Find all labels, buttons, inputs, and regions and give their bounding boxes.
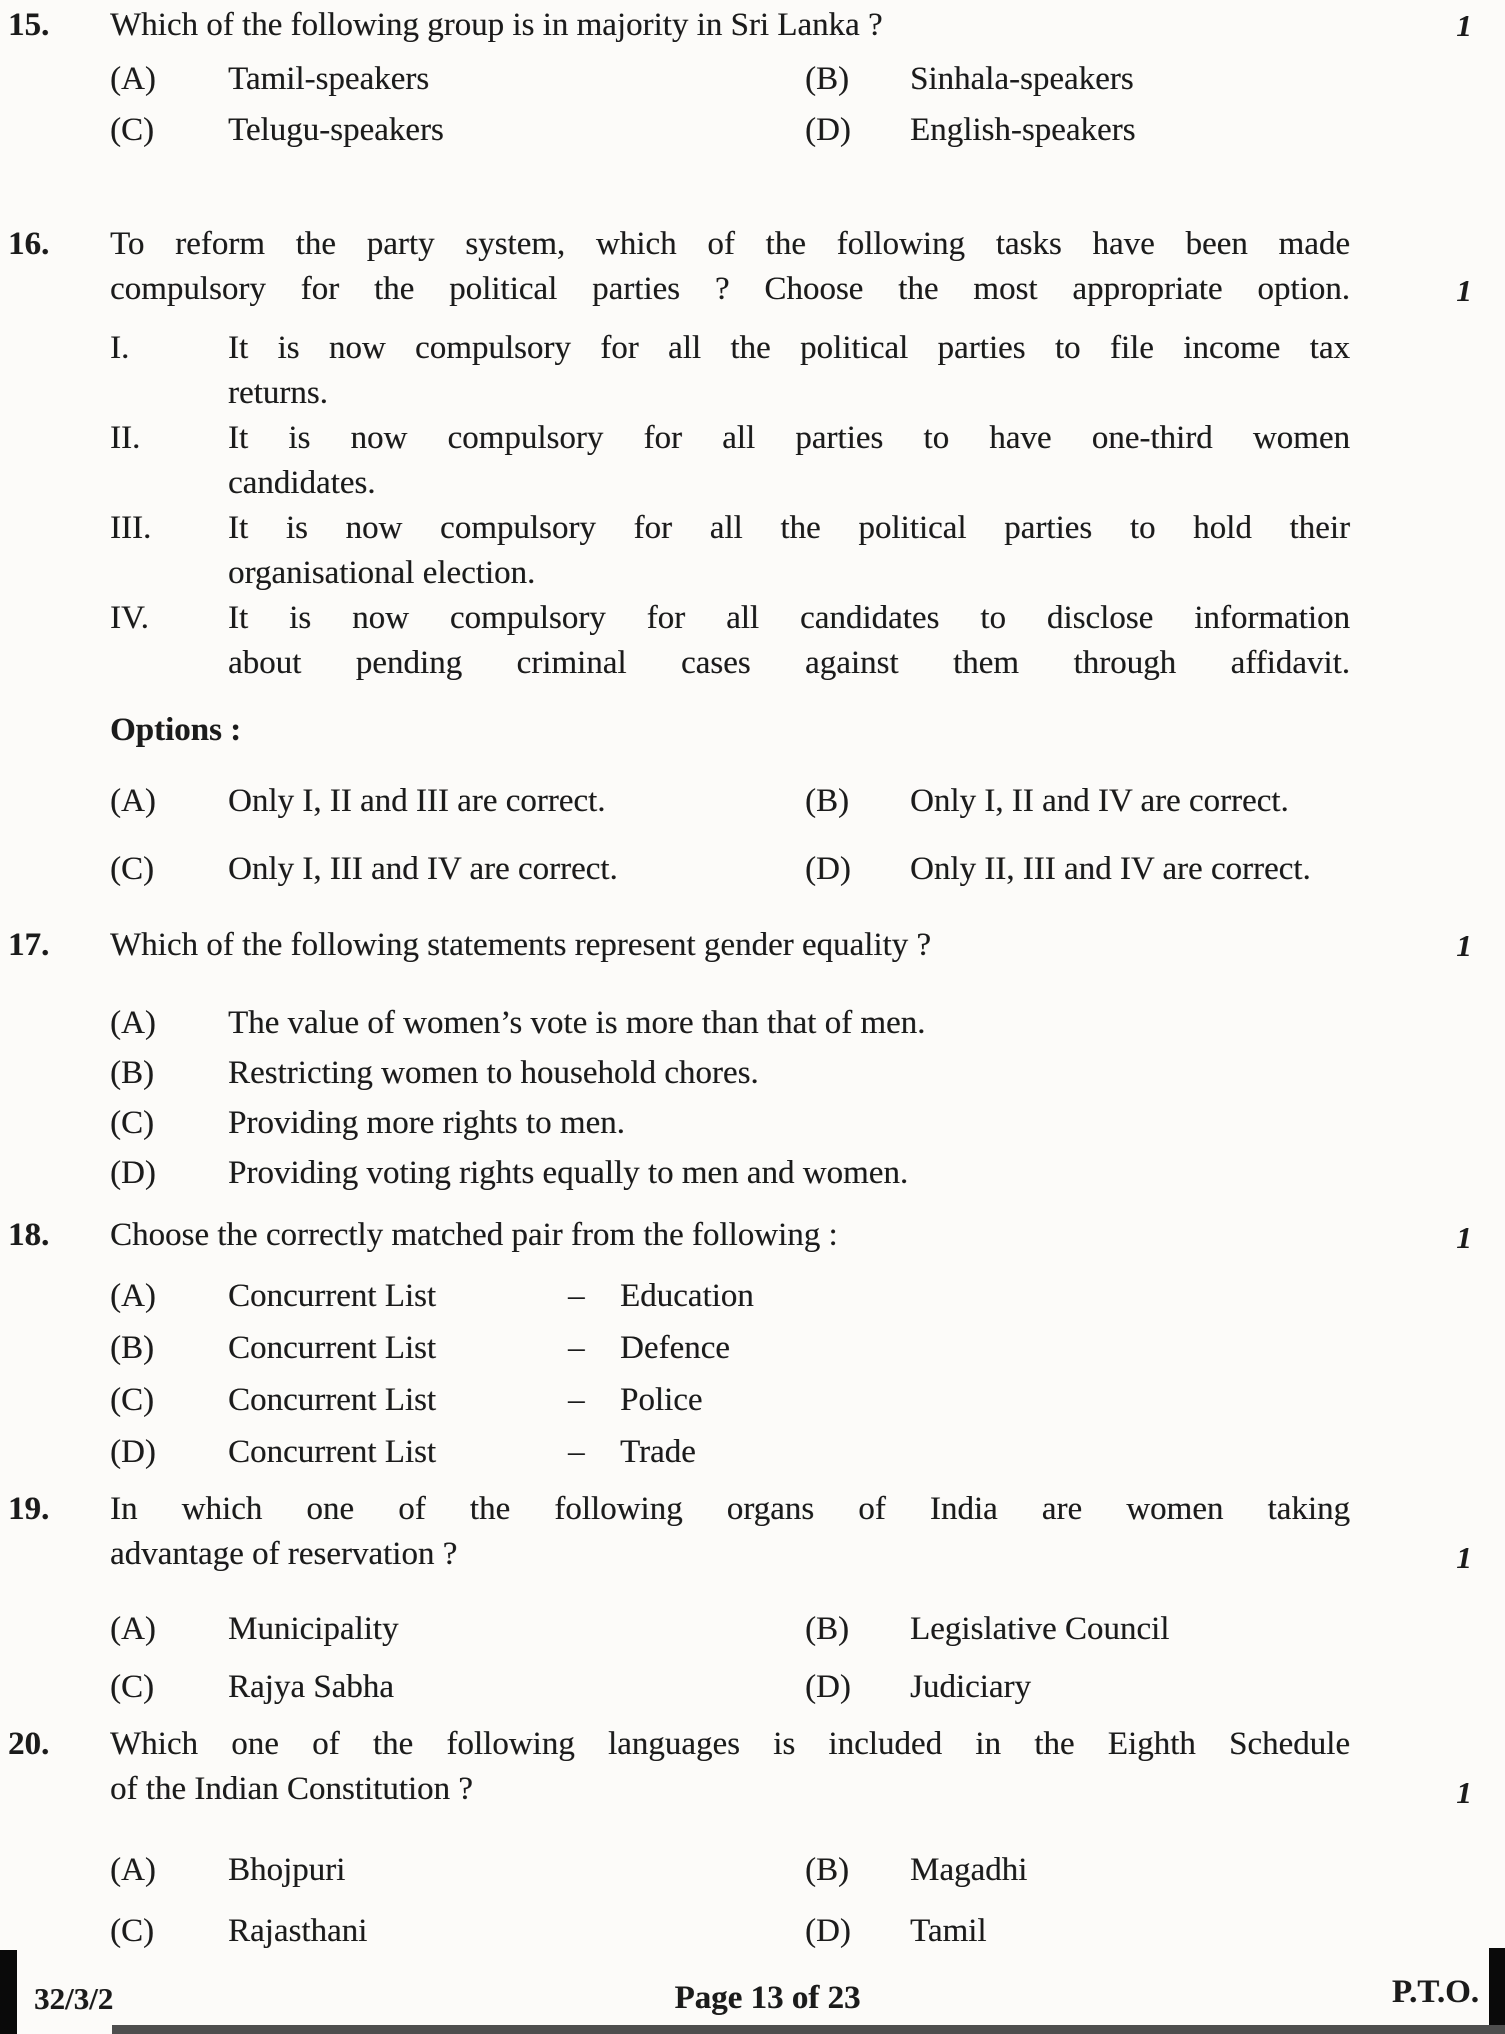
pair-left: Concurrent List (228, 1382, 437, 1418)
pair-dash: – (568, 1278, 585, 1314)
option-text: Tamil-speakers (228, 61, 430, 97)
option-label: (A) (110, 1852, 156, 1888)
statement-text-line: candidates. (228, 465, 376, 501)
option-text: Providing more rights to men. (228, 1105, 625, 1141)
page-number: Page 13 of 23 (674, 1980, 861, 2016)
option-text: Only II, III and IV are correct. (910, 851, 1311, 887)
pair-right: Trade (620, 1434, 696, 1470)
statement-text-line: It is now compulsory for all the political parties to hold their (228, 510, 1350, 546)
match-pairs (110, 1274, 1350, 1475)
statement-label: II. (110, 420, 141, 456)
option-label: (A) (110, 1278, 156, 1314)
question-text (110, 222, 1350, 312)
question-17 (0, 923, 1505, 1196)
pair-right: Defence (620, 1330, 730, 1366)
option-text: The value of women’s vote is more than that of men. (228, 1005, 926, 1041)
pair-left: Concurrent List (228, 1330, 437, 1366)
statement-list (110, 326, 1350, 686)
statement-text-line: returns. (228, 375, 328, 411)
question-text (110, 1722, 1350, 1812)
options-heading: Options : (110, 712, 242, 748)
marks-value: 1 (1456, 273, 1472, 308)
option-text: Only I, III and IV are correct. (228, 851, 618, 887)
question-number: 19. (8, 1491, 50, 1527)
question-text-line: advantage of reservation ? (110, 1536, 458, 1572)
option-label: (A) (110, 61, 156, 97)
option-label: (A) (110, 1611, 156, 1647)
option-label: (D) (805, 1913, 851, 1949)
marks-value: 1 (1456, 928, 1472, 963)
question-number: 17. (8, 927, 50, 963)
statement-label: I. (110, 330, 130, 366)
option-text: Only I, II and III are correct. (228, 783, 606, 819)
option-label: (C) (110, 1105, 154, 1141)
statement-label: III. (110, 510, 152, 546)
pair-right: Education (620, 1278, 754, 1314)
statement-text-line: It is now compulsory for all the political parties to file income tax (228, 330, 1350, 366)
statement-item (110, 326, 1350, 416)
option-label: (C) (110, 1669, 154, 1705)
paper-code: 32/3/2 (34, 1981, 114, 2016)
statement-label: IV. (110, 600, 149, 636)
option-text: Sinhala-speakers (910, 61, 1134, 97)
pair-left: Concurrent List (228, 1434, 437, 1470)
options-grid (110, 779, 1350, 892)
option-text: Municipality (228, 1611, 399, 1647)
question-19 (0, 1487, 1505, 1710)
option-label: (B) (805, 1852, 849, 1888)
option-text: Judiciary (910, 1669, 1031, 1705)
marks-value: 1 (1456, 1540, 1472, 1575)
option-label: (A) (110, 1005, 156, 1041)
option-text: Rajya Sabha (228, 1669, 394, 1705)
option-label: (B) (110, 1330, 154, 1366)
question-16 (0, 222, 1505, 892)
question-text-line: In which one of the following organs of India are women taking (110, 1491, 1350, 1527)
statement-item (110, 596, 1350, 686)
pair-dash: – (568, 1434, 585, 1470)
question-text-line: To reform the party system, which of the following tasks have been made (110, 226, 1350, 262)
question-text-line: compulsory for the political parties ? Choose the most appropriate option. (110, 271, 1350, 307)
option-label: (D) (805, 1669, 851, 1705)
statement-item (110, 416, 1350, 506)
option-text: Bhojpuri (228, 1852, 346, 1888)
question-number: 16. (8, 226, 50, 262)
pair-dash: – (568, 1382, 585, 1418)
option-label: (C) (110, 1382, 154, 1418)
option-label: (A) (110, 783, 156, 819)
option-label: (D) (110, 1155, 156, 1191)
question-text: Which of the following group is in majority in Sri Lanka ? (110, 7, 883, 43)
option-label: (D) (805, 112, 851, 148)
marks-value: 1 (1456, 1220, 1472, 1255)
statement-item (110, 506, 1350, 596)
options-grid (110, 1848, 1350, 1954)
option-label: (B) (805, 1611, 849, 1647)
option-text: Legislative Council (910, 1611, 1170, 1647)
pair-left: Concurrent List (228, 1278, 437, 1314)
option-label: (B) (110, 1055, 154, 1091)
options-list (110, 1001, 1350, 1196)
option-text: Rajasthani (228, 1913, 368, 1949)
pto-label: P.T.O. (1391, 1974, 1479, 2010)
option-text: Providing voting rights equally to men and women. (228, 1155, 909, 1191)
question-number: 20. (8, 1726, 50, 1762)
statement-text-line: organisational election. (228, 555, 536, 591)
question-text-line: Which one of the following languages is included in the Eighth Schedule (110, 1726, 1350, 1762)
option-label: (D) (805, 851, 851, 887)
options-grid (110, 57, 1350, 153)
option-text: Only I, II and IV are correct. (910, 783, 1289, 819)
statement-text-line: It is now compulsory for all parties to have one-third women (228, 420, 1350, 456)
question-15 (0, 3, 1505, 153)
pair-right: Police (620, 1382, 703, 1418)
pair-dash: – (568, 1330, 585, 1366)
question-20 (0, 1722, 1505, 1954)
marks-value: 1 (1456, 1775, 1472, 1810)
question-text-line: of the Indian Constitution ? (110, 1771, 473, 1807)
option-label: (C) (110, 851, 154, 887)
statement-text-line: about pending criminal cases against them through affidavit. (228, 645, 1350, 681)
options-grid (110, 1607, 1350, 1710)
question-number: 18. (8, 1217, 50, 1253)
marks-value: 1 (1456, 8, 1472, 43)
option-label: (B) (805, 783, 849, 819)
question-number: 15. (8, 7, 50, 43)
option-text: Tamil (910, 1913, 987, 1949)
question-text (110, 1487, 1350, 1577)
option-label: (D) (110, 1434, 156, 1470)
option-label: (C) (110, 112, 154, 148)
question-text: Choose the correctly matched pair from the following : (110, 1217, 838, 1253)
scan-edge-strip (112, 2025, 1505, 2034)
option-text: Magadhi (910, 1852, 1028, 1888)
option-text: English-speakers (910, 112, 1136, 148)
option-label: (C) (110, 1913, 154, 1949)
option-text: Telugu-speakers (228, 112, 444, 148)
statement-text-line: It is now compulsory for all candidates to disclose information (228, 600, 1350, 636)
option-label: (B) (805, 61, 849, 97)
question-18 (0, 1213, 1505, 1475)
question-text: Which of the following statements represent gender equality ? (110, 927, 932, 963)
option-text: Restricting women to household chores. (228, 1055, 759, 1091)
